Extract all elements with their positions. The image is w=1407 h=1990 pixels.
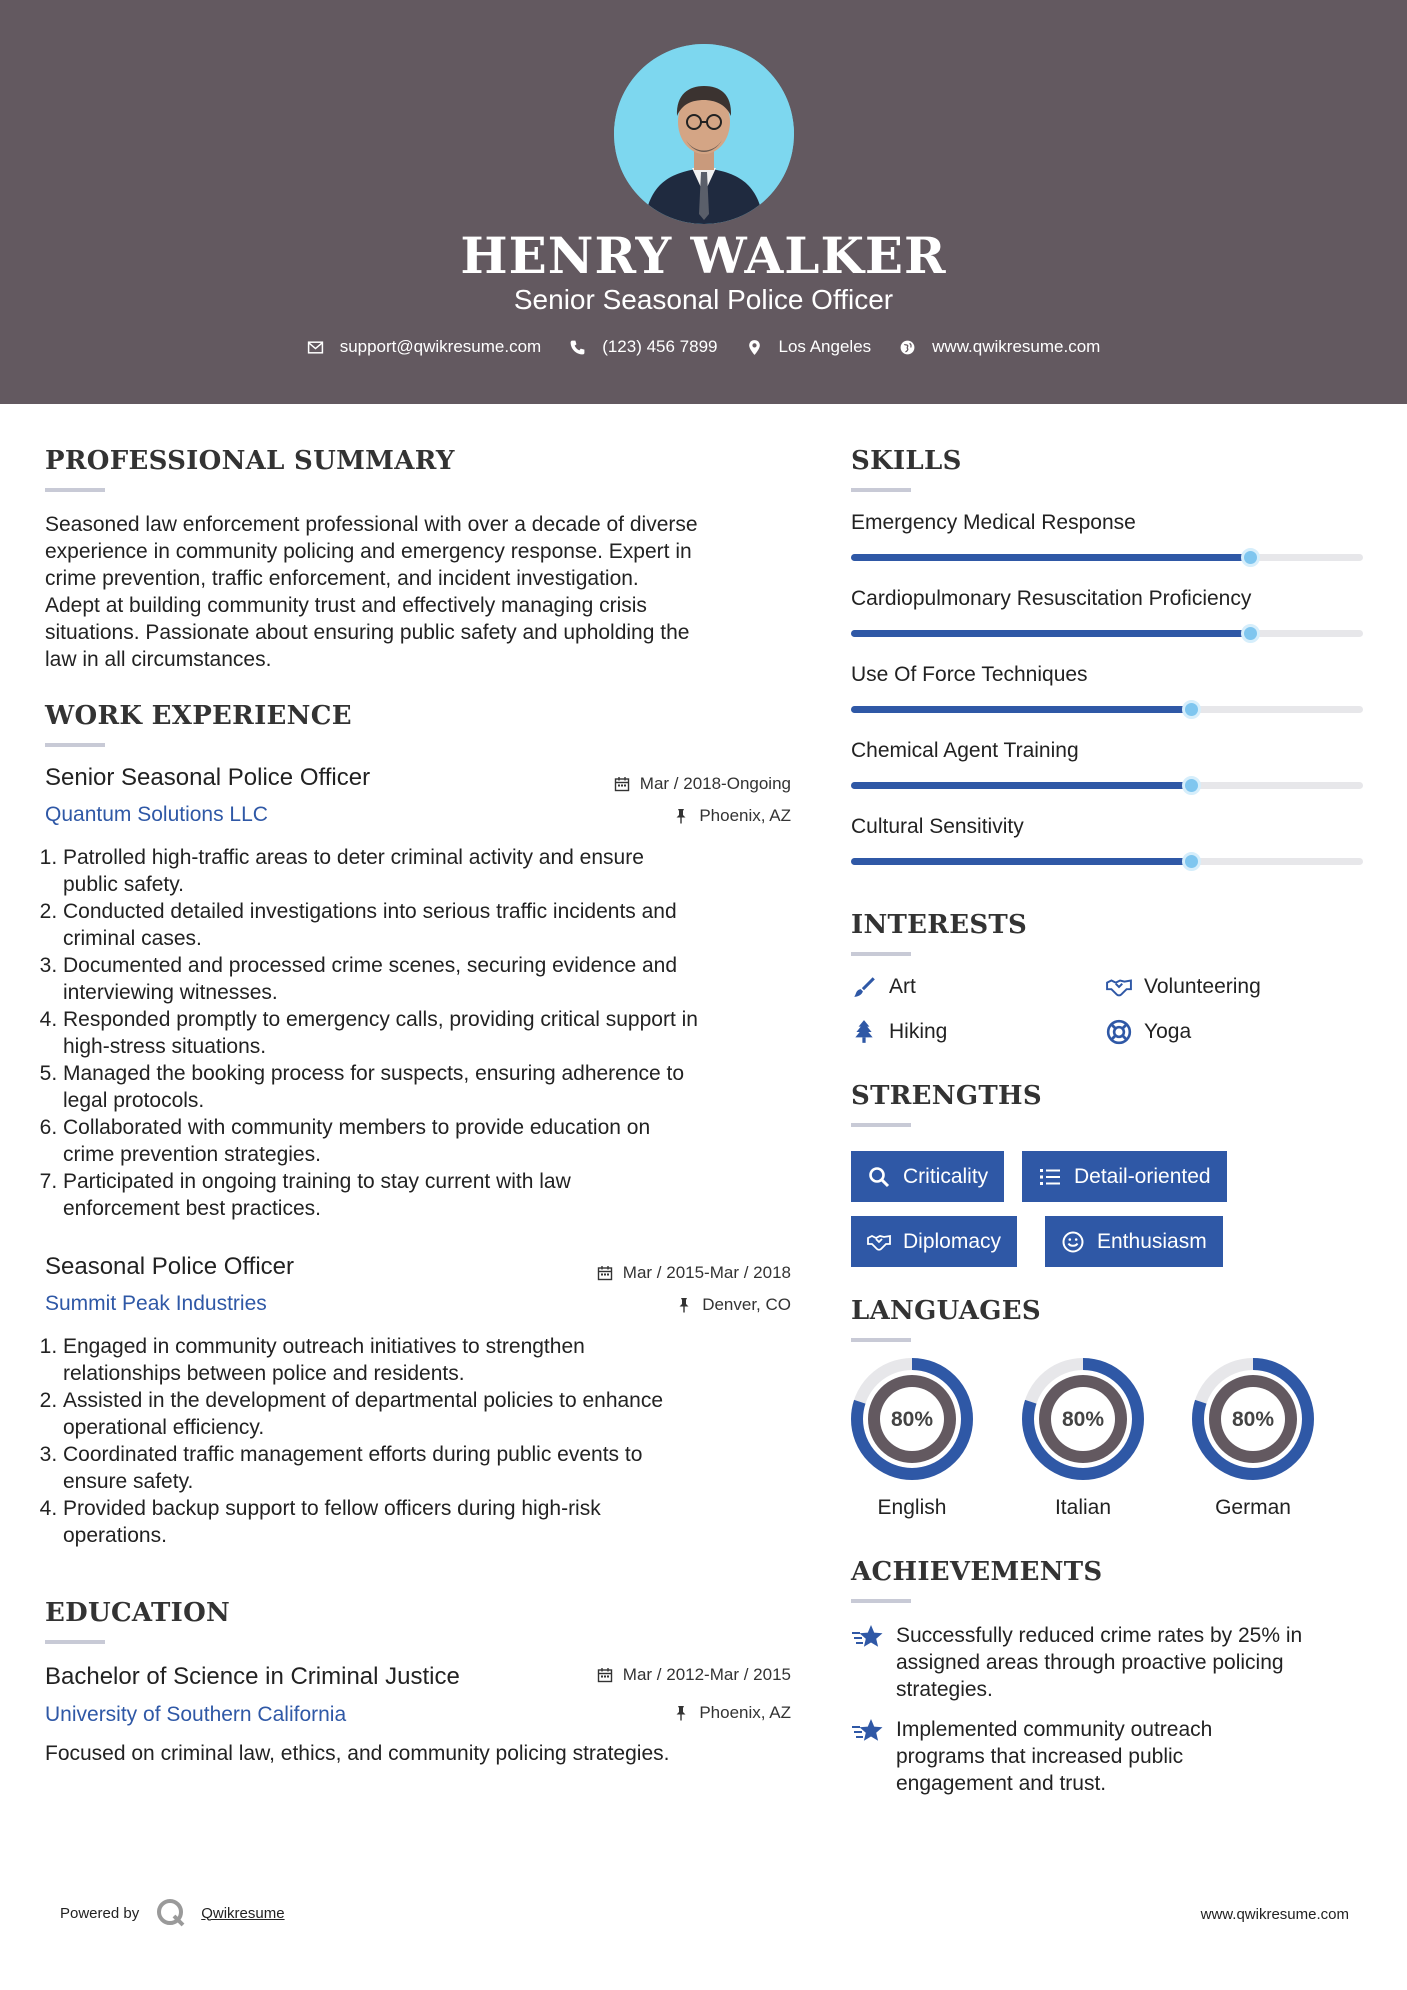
- contact-email[interactable]: [307, 337, 542, 357]
- calendar-icon: [614, 776, 630, 792]
- job-dates-text: Mar / 2015-Mar / 2018: [622, 1263, 791, 1282]
- duty-item: [63, 1333, 805, 1387]
- languages-heading-rule: [851, 1338, 911, 1342]
- duty-line: Managed the booking process for suspects, ensuring adherence to: [63, 1062, 685, 1085]
- job-title: Senior Seasonal Police Officer: [45, 764, 371, 791]
- strengths-heading-rule: [851, 1123, 911, 1127]
- duty-item: [63, 844, 805, 898]
- paintbrush-icon: [851, 974, 877, 1000]
- education-location: [500, 1703, 791, 1723]
- education-heading: EDUCATION: [45, 1598, 231, 1628]
- summary-line: situations. Passionate about ensuring public safety and upholding the: [45, 621, 690, 644]
- interest-label: Hiking: [889, 1020, 948, 1043]
- achievement-item: [896, 1716, 1366, 1797]
- duty-item: [63, 1441, 805, 1495]
- interest-item-hiking: [851, 1019, 947, 1045]
- language-label: English: [877, 1496, 947, 1519]
- interests-heading: INTERESTS: [851, 910, 1028, 940]
- education-heading-rule: [45, 1640, 105, 1644]
- achievement-line: programs that increased public: [896, 1745, 1184, 1768]
- duty-line: operational efficiency.: [63, 1416, 265, 1439]
- language-percent: 80%: [1061, 1408, 1105, 1431]
- skill-bar-track: [851, 554, 1363, 561]
- candidate-title: Senior Seasonal Police Officer: [513, 284, 894, 315]
- contact-website-text: www.qwikresume.com: [932, 337, 1101, 356]
- skill-label: Emergency Medical Response: [851, 511, 1136, 534]
- interest-item-volunteering: [1106, 974, 1261, 1000]
- summary-line: Seasoned law enforcement professional with over a decade of diverse: [45, 513, 698, 536]
- interests-heading-rule: [851, 952, 911, 956]
- summary-line: Adept at building community trust and effectively managing crisis: [45, 594, 647, 617]
- globe-icon: [899, 339, 916, 356]
- job-duties-list: [45, 844, 805, 1222]
- job-dates: [500, 1263, 791, 1283]
- summary-line: law in all circumstances.: [45, 648, 272, 671]
- phone-icon: [569, 339, 586, 356]
- duty-line: Documented and processed crime scenes, securing evidence and: [63, 954, 678, 977]
- job-duties-list: [45, 1333, 805, 1549]
- contact-location-text: Los Angeles: [778, 337, 872, 356]
- interest-label: Yoga: [1144, 1020, 1192, 1043]
- job-company: Quantum Solutions LLC: [45, 803, 268, 826]
- duty-line: Collaborated with community members to provide education on: [63, 1116, 651, 1139]
- achievements-heading-rule: [851, 1599, 911, 1603]
- skill-bar-fill: [851, 554, 1250, 561]
- strength-label: Detail-oriented: [1074, 1164, 1211, 1188]
- duty-line: criminal cases.: [63, 927, 202, 950]
- lifebuoy-icon: [1106, 1019, 1132, 1045]
- skill-bar-fill: [851, 858, 1191, 865]
- resume-header: [0, 0, 1407, 404]
- skill-bar-fill: [851, 782, 1191, 789]
- duty-item: [63, 1495, 805, 1549]
- duty-line: public safety.: [63, 873, 185, 896]
- duty-line: Engaged in community outreach initiatives to strengthen: [63, 1335, 585, 1358]
- contact-phone-text: (123) 456 7899: [602, 337, 718, 356]
- strength-badge-detail-oriented: [1022, 1151, 1227, 1202]
- qwikresume-link[interactable]: Qwikresume: [201, 1904, 285, 1922]
- duty-line: interviewing witnesses.: [63, 981, 278, 1004]
- smile-icon: [1061, 1230, 1085, 1254]
- tree-icon: [851, 1019, 877, 1045]
- star-icon: [851, 1718, 885, 1746]
- duty-line: enforcement best practices.: [63, 1197, 321, 1220]
- envelope-icon: [307, 339, 324, 356]
- profile-photo: [614, 44, 794, 224]
- education-school: University of Southern California: [45, 1703, 347, 1726]
- strength-label: Diplomacy: [903, 1229, 1002, 1253]
- achievement-line: strategies.: [896, 1678, 993, 1701]
- duty-item: [63, 898, 805, 952]
- skill-label: Cardiopulmonary Resuscitation Proficiency: [851, 587, 1252, 610]
- interest-label: Volunteering: [1144, 975, 1261, 998]
- search-icon: [867, 1165, 891, 1189]
- contact-bar: [0, 337, 1407, 357]
- duty-line: legal protocols.: [63, 1089, 205, 1112]
- duty-item: [63, 952, 805, 1006]
- contact-location: [746, 337, 872, 357]
- duty-line: ensure safety.: [63, 1470, 194, 1493]
- duty-line: Responded promptly to emergency calls, providing critical support in: [63, 1008, 698, 1031]
- job-location: [500, 1295, 791, 1315]
- skill-label: Use Of Force Techniques: [851, 663, 1088, 686]
- experience-heading-rule: [45, 743, 105, 747]
- duty-line: Participated in ongoing training to stay current with law: [63, 1170, 571, 1193]
- skill-bar-knob: [1182, 700, 1201, 719]
- duty-item: [63, 1114, 805, 1168]
- duty-line: relationships between police and residents.: [63, 1362, 465, 1385]
- duty-line: Provided backup support to fellow officers during high-risk: [63, 1497, 601, 1520]
- star-icon: [851, 1624, 885, 1652]
- job-company: Summit Peak Industries: [45, 1292, 267, 1315]
- skill-bar-knob: [1182, 852, 1201, 871]
- job-title: Seasonal Police Officer: [45, 1253, 295, 1280]
- skill-label: Chemical Agent Training: [851, 739, 1079, 762]
- contact-website[interactable]: [899, 337, 1100, 357]
- map-marker-icon: [746, 339, 763, 356]
- job-location: [500, 806, 791, 826]
- duty-item: [63, 1006, 805, 1060]
- achievement-line: engagement and trust.: [896, 1772, 1107, 1795]
- duty-item: [63, 1060, 805, 1114]
- list-icon: [1038, 1165, 1062, 1189]
- language-percent: 80%: [890, 1408, 934, 1431]
- skill-bar-knob: [1241, 548, 1260, 567]
- duty-item: [63, 1168, 805, 1222]
- duty-line: Assisted in the development of departmental policies to enhance: [63, 1389, 664, 1412]
- duty-line: Coordinated traffic management efforts during public events to: [63, 1443, 643, 1466]
- interest-item-yoga: [1106, 1019, 1191, 1045]
- pushpin-icon: [673, 1705, 689, 1721]
- achievement-line: assigned areas through proactive policing: [896, 1651, 1284, 1674]
- duty-line: high-stress situations.: [63, 1035, 267, 1058]
- calendar-icon: [597, 1667, 613, 1683]
- handshake-icon: [1106, 974, 1132, 1000]
- strength-label: Criticality: [903, 1164, 989, 1188]
- experience-heading: WORK EXPERIENCE: [45, 701, 352, 731]
- summary-text: [45, 511, 805, 673]
- summary-heading-rule: [45, 488, 105, 492]
- calendar-icon: [597, 1265, 613, 1281]
- skill-bar-knob: [1182, 776, 1201, 795]
- achievement-item: [896, 1622, 1366, 1703]
- skill-bar-track: [851, 858, 1363, 865]
- contact-email-text: support@qwikresume.com: [339, 337, 542, 356]
- duty-line: Conducted detailed investigations into serious traffic incidents and: [63, 900, 677, 923]
- skill-bar-track: [851, 782, 1363, 789]
- strength-badge-diplomacy: [851, 1216, 1017, 1267]
- handshake-icon: [867, 1230, 891, 1254]
- skill-bar-knob: [1241, 624, 1260, 643]
- duty-item: [63, 1387, 805, 1441]
- strength-badge-enthusiasm: [1045, 1216, 1223, 1267]
- skill-bar-fill: [851, 706, 1191, 713]
- achievements-heading: ACHIEVEMENTS: [851, 1557, 1103, 1587]
- education-dates-text: Mar / 2012-Mar / 2015: [622, 1665, 791, 1684]
- duty-line: Patrolled high-traffic areas to deter criminal activity and ensure: [63, 846, 644, 869]
- strengths-heading: STRENGTHS: [851, 1081, 1042, 1111]
- skill-label: Cultural Sensitivity: [851, 815, 1024, 838]
- duty-line: operations.: [63, 1524, 167, 1547]
- skills-heading: SKILLS: [851, 446, 962, 476]
- pushpin-icon: [673, 808, 689, 824]
- summary-line: crime prevention, traffic enforcement, and incident investigation.: [45, 567, 639, 590]
- qwikresume-logo-icon: [155, 1897, 187, 1929]
- job-location-text: Phoenix, AZ: [699, 806, 791, 825]
- strength-badge-criticality: [851, 1151, 1004, 1202]
- skill-bar-track: [851, 630, 1363, 637]
- footer-website[interactable]: www.qwikresume.com: [1200, 1906, 1349, 1923]
- powered-by-label: Powered by: [60, 1904, 140, 1922]
- education-dates: [500, 1665, 791, 1685]
- skills-heading-rule: [851, 488, 911, 492]
- language-label: German: [1215, 1496, 1291, 1519]
- interest-label: Art: [889, 975, 916, 998]
- footer-powered-by: [60, 1897, 285, 1929]
- pushpin-icon: [676, 1297, 692, 1313]
- achievement-line: Implemented community outreach: [896, 1718, 1213, 1741]
- summary-line: experience in community policing and emergency response. Expert in: [45, 540, 692, 563]
- achievement-line: Successfully reduced crime rates by 25% in: [896, 1624, 1303, 1647]
- job-location-text: Denver, CO: [702, 1295, 791, 1314]
- job-dates: [500, 774, 791, 794]
- language-percent: 80%: [1231, 1408, 1275, 1431]
- languages-heading: LANGUAGES: [851, 1296, 1041, 1326]
- language-ring: [851, 1358, 973, 1480]
- duty-line: crime prevention strategies.: [63, 1143, 321, 1166]
- summary-heading: PROFESSIONAL SUMMARY: [45, 446, 455, 476]
- education-description: Focused on criminal law, ethics, and community policing strategies.: [45, 1742, 670, 1765]
- interest-item-art: [851, 974, 916, 1000]
- language-ring: [1022, 1358, 1144, 1480]
- education-location-text: Phoenix, AZ: [699, 1703, 791, 1722]
- contact-phone[interactable]: [569, 337, 717, 357]
- skill-bar-track: [851, 706, 1363, 713]
- candidate-name: HENRY WALKER: [460, 226, 947, 285]
- skill-bar-fill: [851, 630, 1250, 637]
- strength-label: Enthusiasm: [1097, 1229, 1207, 1253]
- language-label: Italian: [1054, 1496, 1112, 1519]
- language-ring: [1192, 1358, 1314, 1480]
- job-dates-text: Mar / 2018-Ongoing: [639, 774, 791, 793]
- education-degree: Bachelor of Science in Criminal Justice: [45, 1663, 460, 1690]
